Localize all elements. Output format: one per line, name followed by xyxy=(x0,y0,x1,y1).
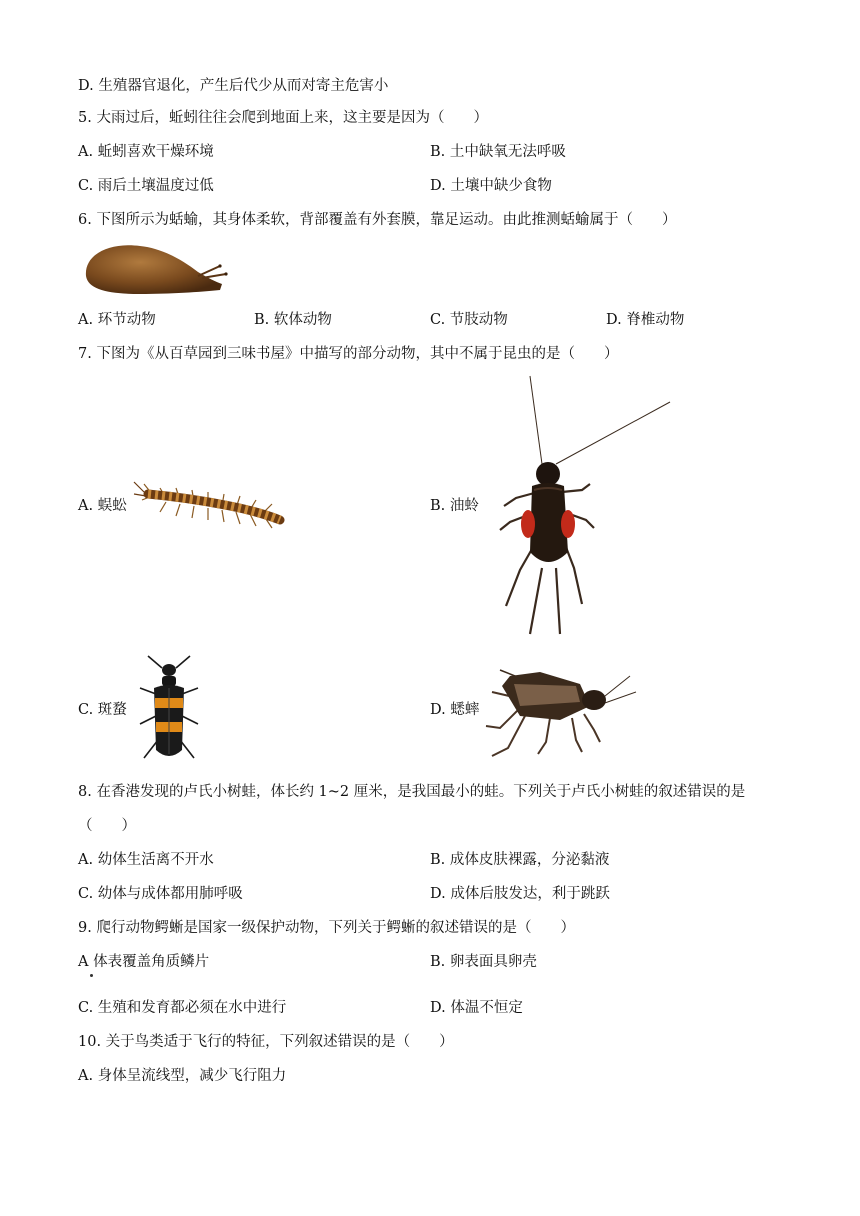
q5-stem: 5. 大雨过后，蚯蚓往往会爬到地面上来，这主要是因为（ ） xyxy=(78,110,488,126)
q6-option-c: C. 节肢动物 xyxy=(430,312,508,328)
q5-option-d: D. 土壤中缺少食物 xyxy=(430,178,552,194)
centipede-image xyxy=(130,474,290,538)
oil-cricket-image xyxy=(490,372,676,638)
q6-stem: 6. 下图所示为蛞蝓，其身体柔软，背部覆盖有外套膜，靠足运动。由此推测蛞蝓属于（ ） xyxy=(78,212,677,228)
q7-option-d: D. 蟋蟀 xyxy=(430,702,480,718)
q8-option-b: B. 成体皮肤裸露，分泌黏液 xyxy=(430,852,610,868)
q9-option-d: D. 体温不恒定 xyxy=(430,1000,523,1016)
q4-option-d: D. 生殖器官退化，产生后代少从而对寄主危害小 xyxy=(78,78,389,94)
q10-stem: 10. 关于鸟类适于飞行的特征，下列叙述错误的是（ ） xyxy=(78,1034,454,1050)
q8-stem: 8. 在香港发现的卢氏小树蛙，体长约 1~2 厘米，是我国最小的蛙。下列关于卢氏小树蛙的叙述错误的是 xyxy=(78,784,746,800)
q5-option-b: B. 土中缺氧无法呼吸 xyxy=(430,144,566,160)
q5-option-c: C. 雨后土壤温度过低 xyxy=(78,178,214,194)
q8-option-a: A. 幼体生活离不开水 xyxy=(78,852,214,868)
q9-stem: 9. 爬行动物鳄蜥是国家一级保护动物，下列关于鳄蜥的叙述错误的是（ ） xyxy=(78,920,575,936)
stray-dot xyxy=(90,974,93,977)
q8-option-c: C. 幼体与成体都用肺呼吸 xyxy=(78,886,243,902)
q7-option-c: C. 斑蝥 xyxy=(78,702,127,718)
blister-beetle-image xyxy=(136,654,202,766)
q5-option-a: A. 蚯蚓喜欢干燥环境 xyxy=(78,144,214,160)
slug-image xyxy=(80,236,230,300)
q7-option-a: A. 蜈蚣 xyxy=(78,498,127,514)
cricket-image xyxy=(480,656,640,760)
q8-stem-cont: （ ） xyxy=(78,818,136,834)
q10-option-a: A. 身体呈流线型，减少飞行阻力 xyxy=(78,1068,287,1084)
q6-option-a: A. 环节动物 xyxy=(78,312,156,328)
q6-option-b: B. 软体动物 xyxy=(254,312,332,328)
q7-stem: 7. 下图为《从百草园到三味书屋》中描写的部分动物，其中不属于昆虫的是（ ） xyxy=(78,346,619,362)
q9-option-a: A 体表覆盖角质鳞片 xyxy=(78,954,210,970)
q9-option-b: B. 卵表面具卵壳 xyxy=(430,954,537,970)
q7-option-b: B. 油蛉 xyxy=(430,498,479,514)
q6-option-d: D. 脊椎动物 xyxy=(606,312,685,328)
q9-option-c: C. 生殖和发育都必须在水中进行 xyxy=(78,1000,287,1016)
q8-option-d: D. 成体后肢发达，利于跳跃 xyxy=(430,886,610,902)
